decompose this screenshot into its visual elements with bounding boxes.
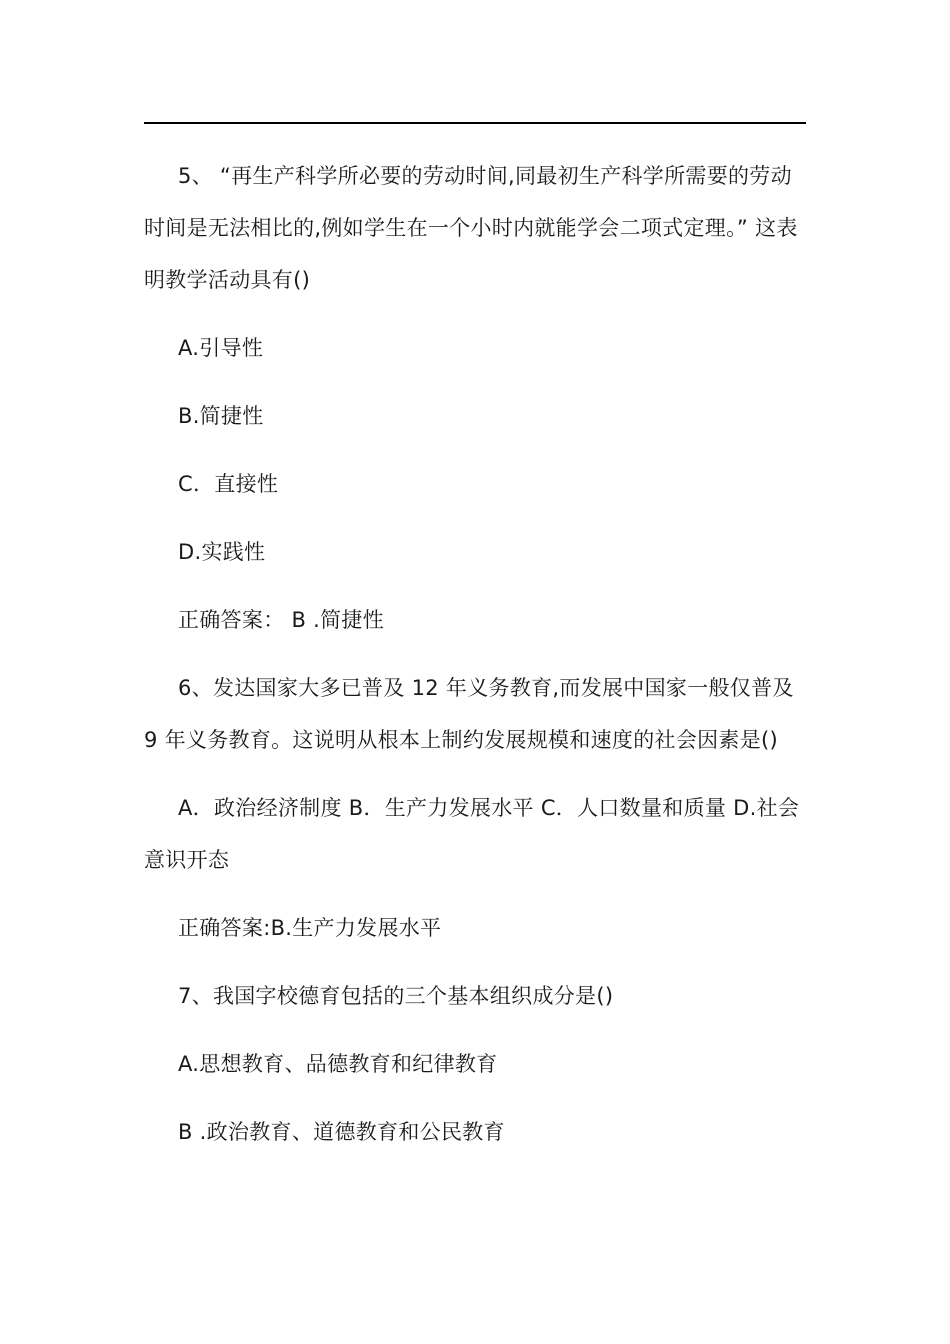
question-6-answer: 正确答案:B.生产力发展水平 [178, 916, 442, 940]
document-content [144, 150, 806, 1174]
header-rule [144, 122, 806, 124]
question-7-stem: 7、我国字校德育包括的三个基本组织成分是() [178, 984, 614, 1008]
question-7-option-a: A.思想教育、品德教育和纪律教育 [178, 1052, 498, 1076]
question-6-stem: 6、发达国家大多已普及 12 年义务教育,而发展中国家一般仅普及 9 年义务教育。这说明从根本上制约发展规模和速度的社会因素是() [144, 676, 794, 752]
question-5-stem: 5、 “再生产科学所必要的劳动时间,同最初生产科学所需要的劳动时间是无法相比的,例如学生在一个小时内就能学会二项式定理。” 这表明教学活动具有() [144, 164, 798, 292]
question-7-option-b: B .政治教育、道德教育和公民教育 [178, 1120, 505, 1144]
question-5-option-c: C．直接性 [178, 472, 279, 496]
question-5-option-b: B.简捷性 [178, 404, 264, 428]
question-6-options: A．政治经济制度 B．生产力发展水平 C．人口数量和质量 D.社会意识开态 [144, 796, 800, 872]
question-5-option-d: D.实践性 [178, 540, 266, 564]
question-5-answer: 正确答案： B .简捷性 [178, 608, 385, 632]
question-5-option-a: A.引导性 [178, 336, 264, 360]
